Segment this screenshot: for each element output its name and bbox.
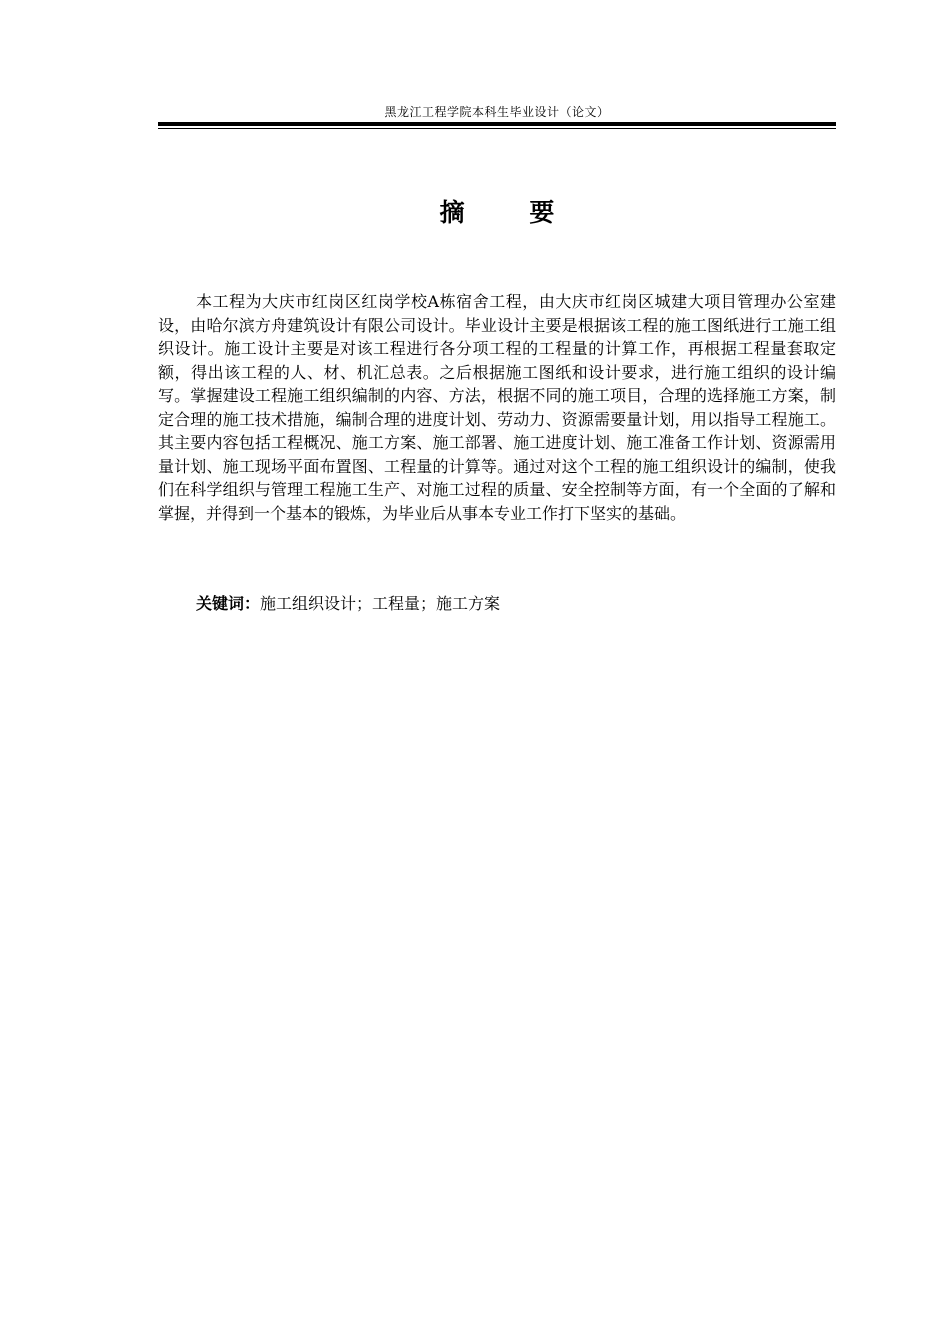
abstract-title: 摘 要 [439, 198, 583, 227]
keywords-line [196, 592, 836, 616]
abstract-body: 本工程为大庆市红岗区红岗学校A栋宿舍工程，由大庆市红岗区城建大项目管理办公室建设，由哈尔滨方舟建筑设计有限公司设计。毕业设计主要是根据该工程的施工图纸进行工施工组织设计。施工设计主要是对该工程进行各分项工程的工程量的计算工作，再根据工程量套取定额，得出该工程的人、材、机汇总表。之后根据施工图纸和设计要求，进行施工组织的设计编写。掌握建设工程施工组织编制的内容、方法，根据不同的施工项目，合理的选择施工方案，制定合理的施工技术措施，编制合理的进度计划、劳动力、资源需要量计划，用以指导工程施工。其主要内容包括工程概况、施工方案、施工部署、施工进度计划、施工准备工作计划、资源需用量计划、施工现场平面布置图、工程量的计算等。通过对这个工程的施工组织设计的编制，使我们在科学组织与管理工程施工生产、对施工过程的质量、安全控制等方面，有一个全面的了解和掌握，并得到一个基本的锻炼，为毕业后从事本专业工作打下坚实的基础。 [158, 292, 836, 523]
keywords-value: 施工组织设计；工程量；施工方案 [260, 594, 501, 613]
header-rule-thick [158, 122, 836, 126]
keywords-label: 关键词： [196, 594, 261, 613]
header-rule-thin [158, 128, 836, 129]
running-header: 黑龙江工程学院本科生毕业设计（论文） [384, 105, 610, 119]
